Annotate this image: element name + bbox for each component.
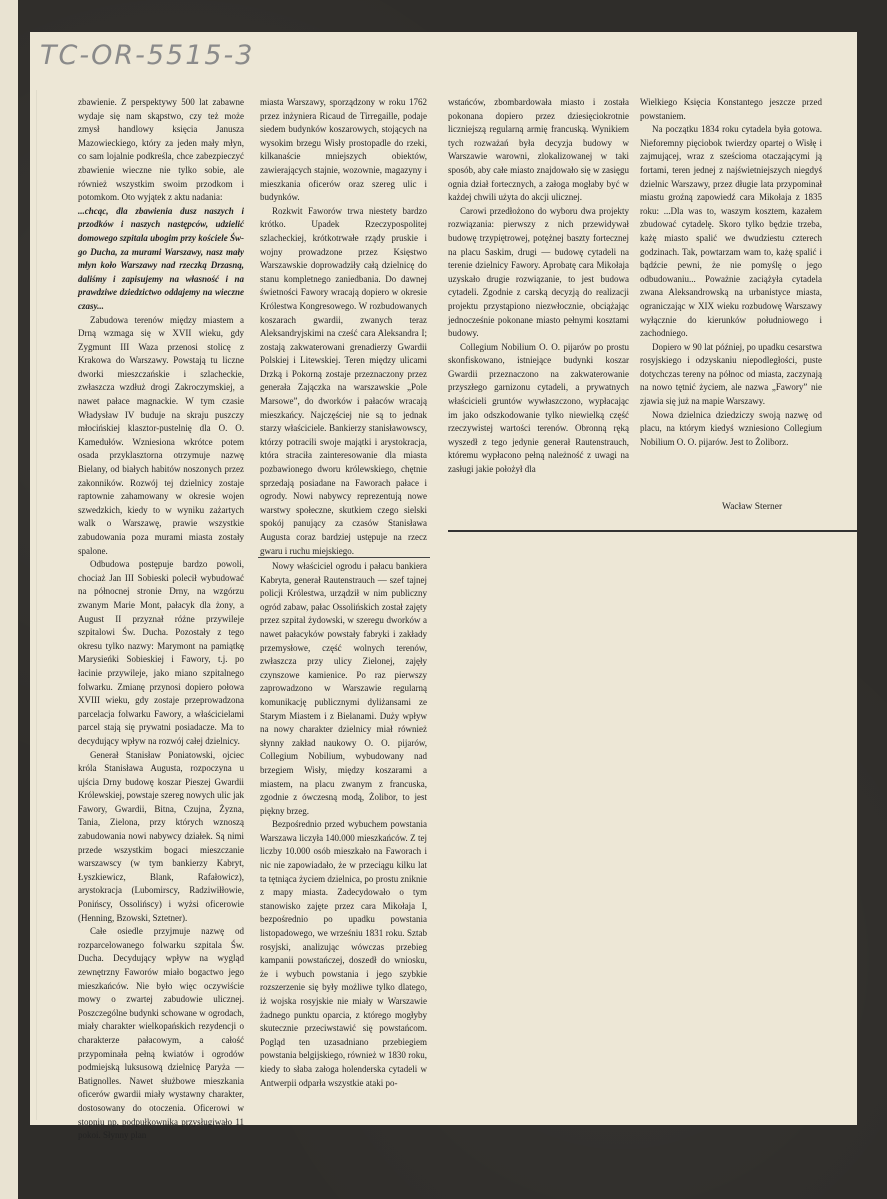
paragraph: Generał Stanisław Poniatowski, ojciec króla Stanisława Augusta, rozpoczyna u ujścia Drny budowę koszar Pieszej Gwardii Królewskiej, powstaje szereg nowych ulic jak Fawory, Gwardii, Bitna, Czujna, Żyzna, Tania, Zielona, przy których wznoszą zabudowania nowi nabywcy działek. Są nimi przede wszystkim bogaci mieszczanie warszawscy (w tym bankierzy Kabryt, Łyszkiewicz, Blank, Rafałowicz), arystokracja (Lubomirscy, Radziwiłłowie, Ponińscy, Ossolińscy) i wyżsi oficerowie (Henning, Bzowski, Sztetner). (78, 749, 244, 923)
paragraph: Rozkwit Faworów trwa niestety bardzo krótko. Upadek Rzeczypospolitej szlacheckiej, krótkotrwałe rządy pruskie i wojny prowadzone przez Księstwo Warszawskie doprowadziły całą dzielnicę do stanu kompletnego zaniedbania. Do dawnej świetności Fawory wracają dopiero w okresie Królestwa Kongresowego. W rozbudowanych koszarach gwardii, zwanych teraz Aleksandryjskimi na cześć cara Aleksandra I; zostają zakwaterowani grenadierzy Gwardii Polskiej i Litewskiej. Teren między ulicami Drzką i Pokorną zostaje przeznaczony przez generała Zajączka na warszawskie „Pole Marsowe”, do dworków i pałaców wracają mieszkańcy. Najczęściej nie są to jednak starzy właściciele. Bankierzy stanisławowscy, którzy potracili swoje majątki i arystokracja, która straciła zainteresowanie dla miasta pozbawionego dworu królewskiego, chętnie sprzedają posiadane na Faworach pałace i ogrody. Nowi nabywcy reprezentują nowe warstwy społeczne, skutkiem czego sielski spokój panujący za czasów Stanisława Augusta coraz bardziej ustępuje na rzecz gwaru i ruchu miejskiego. (260, 205, 427, 556)
paragraph: Nowy właściciel ogrodu i pałacu bankiera Kabryta, generał Rautenstrauch — szef tajnej policji Królestwa, urządził w nim publiczny ogród zabaw, pałac Ossolińskich został zajęty przez szpital żydowski, w szeregu dworków a nawet pałacyków powstały fabryki i zakłady przemysłowe, część wolnych terenów, zwłaszcza przy ulicy Zielonej, zajęły czynszowe kamienice. Po raz pierwszy zaprowadzono w Warszawie regularną komunikację publicznymi dyliżansami ze Starym Miastem i z Bielanami. Duży wpływ na nowy charakter dzielnicy miał również słynny zakład naukowy O. O. pijarów, Collegium Nobilium, wybudowany nad brzegiem Wisły, między koszarami a miastem, na placu zwanym z francuska, zgodnie z ówczesną modą, Żolibor, to jest piękny brzeg. (260, 561, 427, 816)
paragraph: Nowa dzielnica dziedziczy swoją nazwę od placu, na którym kiedyś wzniesiono Collegium Nobilium O. O. pijarów. Jest to Żoliborz. (640, 409, 822, 447)
paragraph: miasta Warszawy, sporządzony w roku 1762 przez inżyniera Ricaud de Tirregaille, podaje siedem budynków koszarowych, stojących na wysokim brzegu Wisły prostopadle do rzeki, kilkanaście mniejszych obiektów, zawierających stajnie, wozownie, magazyny i mieszkania oficerów oraz szereg ulic i budynków. (260, 97, 427, 203)
column-divider (258, 557, 430, 558)
column-2-lower (260, 560, 427, 1090)
paragraph: wstańców, zbombardowała miasto i została pokonana dopiero przez dziesięciokrotnie liczniejszą regularną armię francuską. Wynikiem tych rozważań była decyzja budowy w Warszawie warowni, zlokalizowanej w taki sposób, aby całe miasto znajdowało się w zasięgu ognia dział fortecznych, a załoga mogłaby być w każdej chwili użyta do akcji ulicznej. (448, 97, 629, 203)
paragraph: Dopiero w 90 lat później, po upadku cesarstwa rosyjskiego i odzyskaniu niepodległości, puste dotychczas tereny na północ od miasta, zaczynają na nowo tętnić życiem, ale nazwa „Fawory” nie zjawia się już na mapie Warszawy. (640, 341, 822, 407)
paragraph: Bezpośrednio przed wybuchem powstania Warszawa liczyła 140.000 mieszkańców. Z tej liczby 10.000 osób mieszkało na Faworach i nic nie zapowiadało, że w przeciągu kilku lat ta tętniąca życiem dzielnica, po prostu zniknie z mapy miasta. Zadecydowało o tym stanowisko zajęte przez cara Mikołaja I, bezpośrednio po upadku powstania listopadowego, we wrześniu 1831 roku. Sztab rosyjski, analizując wówczas przebieg kampanii powstańczej, doszedł do wniosku, że i wybuch powstania i jego szybkie rozszerzenie się były możliwe tylko dlatego, iż wojska rosyjskie nie miały w Warszawie żadnego punktu oparcia, z którego mogłyby skutecznie przeciwstawić się powstańcom. Pogląd ten uzasadniano przebiegiem powstania belgijskiego, również w 1830 roku, kiedy to słaba załoga holenderska cytadeli w Antwerpii odparła wszystkie ataki po- (260, 819, 427, 1088)
archive-code: TC-OR-5515-3 (40, 40, 255, 71)
author-signature: Wacław Sterner (722, 502, 783, 512)
column-2 (260, 96, 427, 558)
column-1 (78, 96, 244, 1143)
column-3 (448, 96, 629, 477)
paper-fold (36, 90, 37, 1120)
quote-paragraph: ...chcąc, dla zbawienia dusz naszych i przodków i naszych następców, udzielić domowego szpitala ubogim przy kościele Św-go Ducha, za murami Warszawy, nasz mały młyn koło Warszawy nad rzeczką Drzasną, daliśmy i zapisujemy na własność i na prawdziwe dziedzictwo oddajemy na wieczne czasy... (78, 205, 244, 311)
paragraph: Zabudowa terenów między miastem a Drną wzmaga się w XVII wieku, gdy Zygmunt III Waza przenosi stolicę z Krakowa do Warszawy. Powstają tu liczne dworki mieszczańskie i szlacheckie, zwłaszcza wzdłuż drogi Zakroczymskiej, a nawet pałace magnackie. W tym czasie Władysław IV buduje na skraju puszczy młocińskiej klasztor-pustelnię dla O. O. Kamedułów. Wzniesiona wkrótce potem osada przyklasztorna otrzymuje nazwę Bielany, od białych habitów noszonych przez zakonników. Rozwój tej dzielnicy zostaje raptownie zahamowany w okresie wojen szwedzkich, kiedy to w wyniku zażartych walk o Warszawę, prawie wszystkie zabudowania poza murami miasta zostały spalone. (78, 314, 244, 556)
paragraph: Odbudowa postępuje bardzo powoli, chociaż Jan III Sobieski polecił wybudować na północnej stronie Drny, na wzgórzu zwanym Marie Mont, pałacyk dla żony, a August II przyznał różne przywileje szpitalowi Św. Ducha. Pozostały z tego okresu tylko nazwy: Marymont na pamiątkę Marysieńki Sobieskiej i Fawory, t.j. po łacinie przywileje, jako miano szpitalnego folwarku. Zmianę przynosi dopiero połowa XVIII wieku, gdy zostaje przeprowadzona parcelacja folwarku Fawory, a właścicielami parcel stają się prywatni posiadacze. Ma to decydujący wpływ na rozwój całej dzielnicy. (78, 559, 244, 746)
paragraph: zbawienie. Z perspektywy 500 lat zabawne wydaje się nam skąpstwo, czy też może zmysł handlowy księcia Janusza Mazowieckiego, który za jeden mały młyn, co sam lojalnie podkreśla, chce zabezpieczyć zbawienie wieczne nie tylko sobie, ale również wszystkim swoim przodkom i potomkom. Oto wyjątek z aktu nadania: (78, 97, 244, 203)
paragraph: Na początku 1834 roku cytadela była gotowa. Nieforemny pięciobok twierdzy opartej o Wisłę i zajmującej, wraz z sześcioma otaczającymi ją fortami, teren jednej z najświetniejszych niegdyś dzielnic Warszawy, przez długie lata przypominał miastu groźną zapowiedź cara Mikołaja z 1835 roku: ...Dla was to, waszym kosztem, kazałem zbudować cytadelę. Skoro tylko będzie trzeba, każę miasto spalić we dwudziestu czterech godzinach. Tak, powtarzam wam to, każę spalić i bądźcie pewni, że nie pomyślę o jego odbudowaniu... Poważnie zaciążyła cytadela zwana Aleksandrowską na urbanistyce miasta, ograniczając w XIX wieku rozbudowę Warszawy wyłącznie do kierunków południowego i zachodniego. (640, 124, 822, 339)
paragraph: Wielkiego Księcia Konstantego jeszcze przed powstaniem. (640, 97, 822, 121)
page-edge (0, 0, 18, 1199)
clipping-cut-line (448, 530, 857, 532)
paragraph: Collegium Nobilium O. O. pijarów po prostu skonfiskowano, istniejące budynki koszar Gwardii przeznaczono na zakwaterowanie przyszłego garnizonu cytadeli, a prywatnych właścicieli gruntów wywłaszczono, wypłacając im jako odszkodowanie tylko niewielką część rzeczywistej wartości terenów. Obronną ręką wyszedł z tego jedynie generał Rautenstrauch, któremu wypłacono pełną należność z uwagi na zasługi jakie położył dla (448, 341, 629, 475)
paragraph: Carowi przedłożono do wyboru dwa projekty rozwiązania: pierwszy z nich przewidywał budowę trzypiętrowej, potężnej baszty fortecznej na placu Saskim, drugi — budowę cytadeli na terenie dzielnicy Fawory. Aprobatę cara Mikołaja uzyskało drugie rozwiązanie, to jest budowa cytadeli. Zgodnie z carską decyzją do realizacji projektu przystąpiono niezwłocznie, obciążając jednocześnie pokonane miasto pełnymi kosztami budowy. (448, 205, 629, 339)
paragraph: Całe osiedle przyjmuje nazwę od rozparcelowanego folwarku szpitala Św. Ducha. Decydujący wpływ na wygląd zewnętrzny Faworów miało bogactwo jego mieszkańców. Nie było więc oczywiście mowy o zwartej zabudowie ulicznej. Poszczególne budynki schowane w ogrodach, miały charakter wielkopańskich rezydencji o charakterze pałacowym, a całość przypominała pełną kwiatów i ogrodów podmiejską luksusową dzielnicę Paryża — Batignolles. Nawet służbowe mieszkania oficerów gwardii miały wystawny charakter, dostosowany do otoczenia. Oficerowi w stopniu np. podpułkownika przysługiwało 11 pokoi. Słynny plan (78, 926, 244, 1141)
column-4 (640, 96, 822, 449)
